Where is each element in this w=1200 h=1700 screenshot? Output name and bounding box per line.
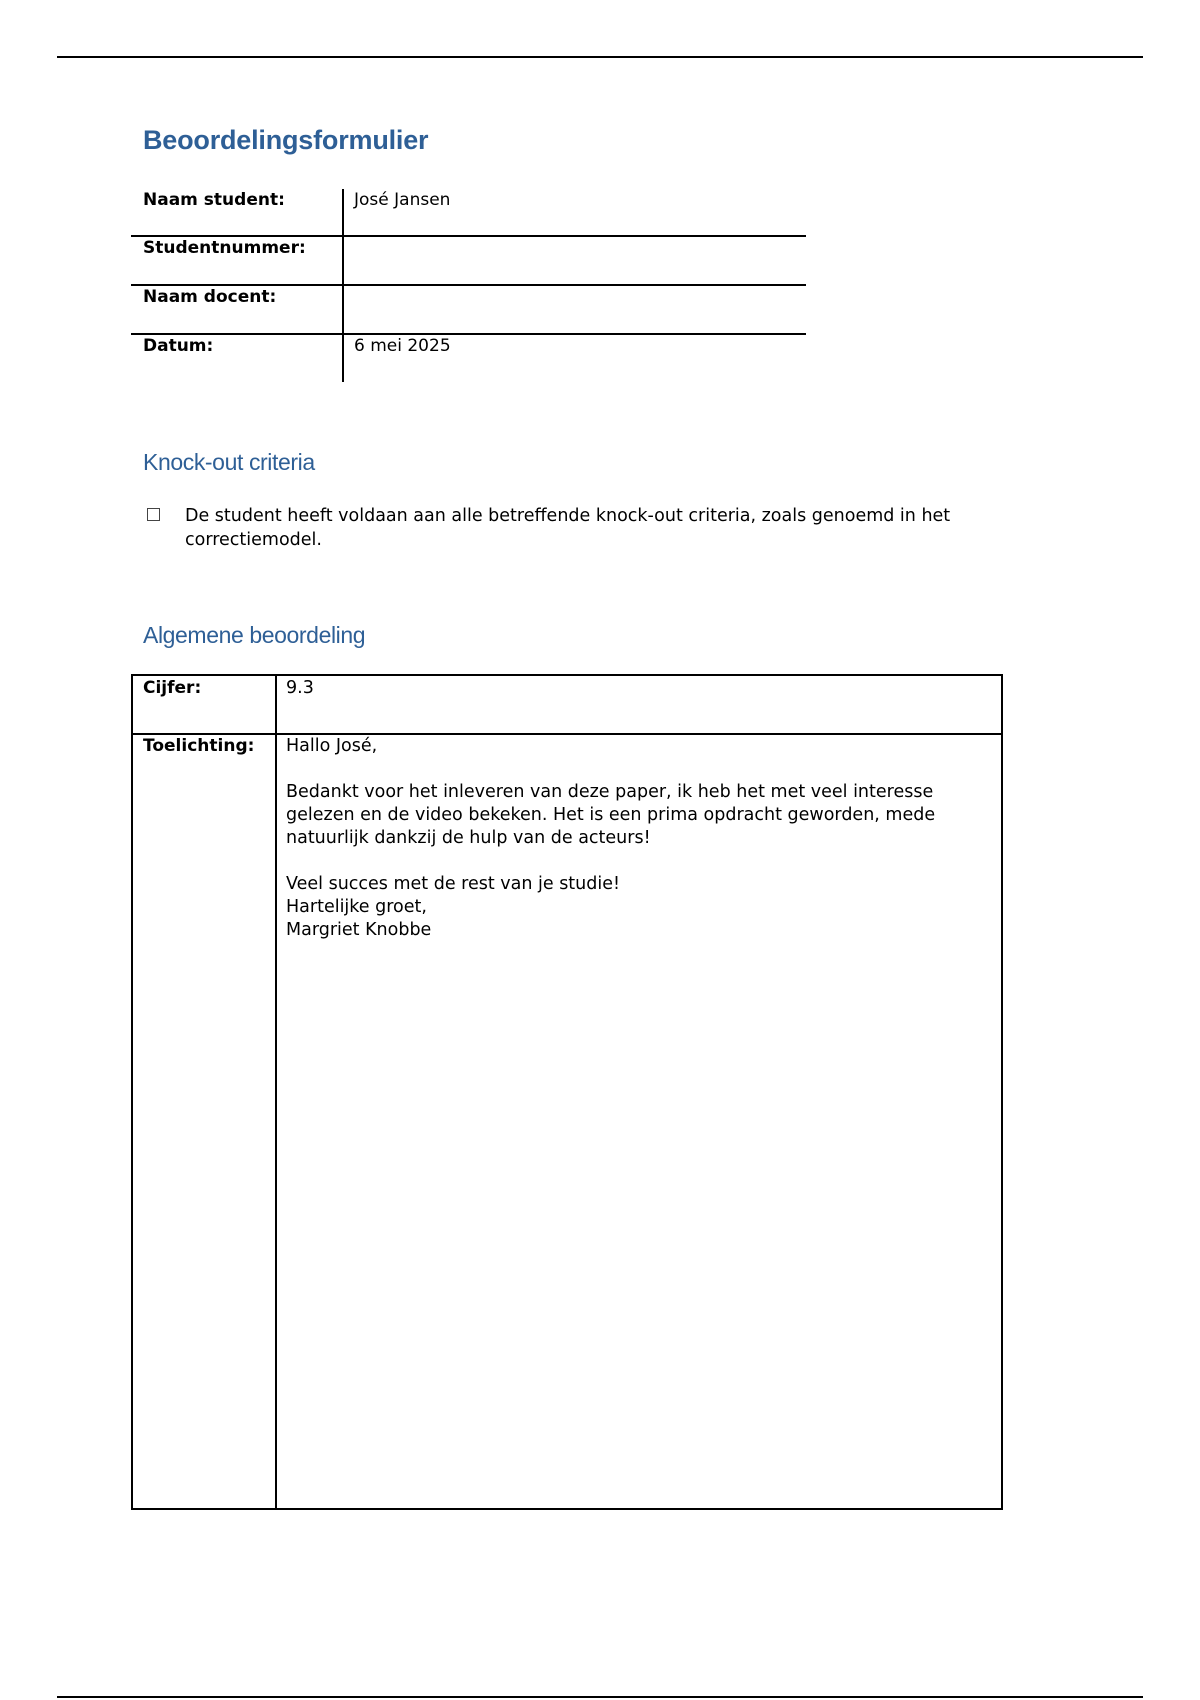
comment-signature: Margriet Knobbe [286,920,432,940]
knockout-statement-line: correctiemodel. [185,530,322,550]
knockout-statement-line: De student heeft voldaan aan alle betreffende knock-out criteria, zoals genoemd in het [185,506,951,526]
info-row-teacher-name [131,284,806,334]
assessment-table-divider [275,676,277,1508]
comment-spacer [286,850,986,873]
student-name-value[interactable]: José Jansen [354,190,451,210]
info-row-date [131,333,806,383]
comment-paragraph-line: Bedankt voor het inleveren van deze paper, ik heb het met veel interesse [286,782,934,802]
comment-spacer [286,758,986,781]
assessment-heading: Algemene beoordeling [143,622,366,648]
comment-text[interactable] [286,735,986,942]
grade-label: Cijfer: [143,678,202,698]
top-rule [57,56,1143,58]
knockout-checkbox[interactable] [147,508,160,521]
date-value[interactable]: 6 mei 2025 [354,336,451,356]
comment-closing: Veel succes met de rest van je studie! [286,874,621,894]
page-title: Beoordelingsformulier [143,125,429,155]
student-name-label: Naam student: [143,190,285,210]
student-info-table [131,189,806,382]
knockout-heading: Knock-out criteria [143,449,315,475]
comment-paragraph-line: natuurlijk dankzij de hulp van de acteurs! [286,828,651,848]
comment-greeting: Hallo José, [286,736,378,756]
teacher-name-label: Naam docent: [143,287,277,307]
knockout-statement [185,504,1015,552]
bottom-rule [57,1696,1143,1698]
date-label: Datum: [143,336,214,356]
info-row-student-name [131,189,806,237]
info-row-student-number [131,235,806,285]
student-number-label: Studentnummer: [143,238,306,258]
comment-closing: Hartelijke groet, [286,897,427,917]
comment-label: Toelichting: [143,736,255,756]
comment-paragraph-line: gelezen en de video bekeken. Het is een prima opdracht geworden, mede [286,805,936,825]
assessment-table [131,674,1003,1510]
grade-value[interactable]: 9.3 [286,678,314,698]
